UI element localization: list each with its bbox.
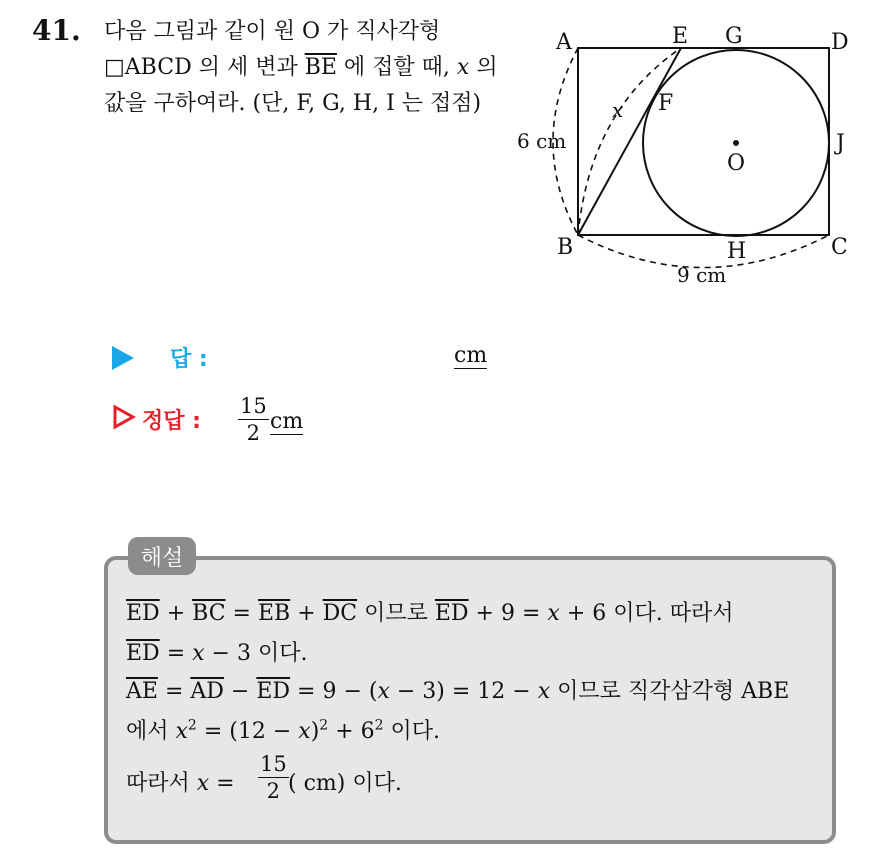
correct-unit: cm [270,409,304,434]
solution-line-5: 따라서 x = [126,771,235,796]
answer-unit: cm [454,343,488,368]
label-d: D [831,30,849,55]
answer-row [112,340,512,376]
label-f: F [658,91,674,116]
solution-line-2: $\overline{ED} = x - 3$ 이다. [126,641,308,666]
label-c: C [831,235,848,260]
label-a: A [556,30,572,55]
label-e: E [672,24,689,49]
label-x: x [612,98,624,122]
correct-fraction: $\frac{15}{2}$ [240,394,267,445]
segment-be: $\overline{BE}$ [304,55,337,80]
solution-line-5-tail: ( cm) 이다. [288,771,402,796]
solution-line-4: 에서 $x^2 = (12 - x)^2 + 6^2$ 이다. [126,717,441,744]
label-b: B [557,235,574,260]
label-o: O [727,151,746,176]
correct-answer-row [112,392,412,456]
outline-triangle-icon [112,404,136,430]
solution-line-1: $\overline{ED} + \overline{BC} = \overline{EB} + \overline{DC}$ 이므로 $\overline{ED} + 9 = x + 6$ 이다. 따라서 [126,601,734,626]
label-9cm: 9 cm [677,263,727,287]
solution-line-3: $\overline{AE} = \overline{AD} - \overline{ED} = 9 - (x - 3) = 12 - x$ 이므로 직각삼각형 ABE [126,679,790,704]
rectangle-abcd [578,48,829,235]
solution-fraction: $\frac{15}{2}$ [260,752,287,803]
label-g: G [725,24,743,49]
geometry-figure [505,18,865,298]
solution-tag: 해설 [128,537,196,575]
label-6cm: 6 cm [517,129,567,153]
label-j: J [836,131,845,156]
question-text: 다음 그림과 같이 원 O 가 직사각형 □ABCD 의 세 변과 $\overline{BE}$ 에 접할 때, x 의 값을 구하여라. (단, F, G, H, I 는 접점) [104,19,498,116]
center-point [733,140,739,146]
answer-label: 답 : [170,347,208,372]
correct-label: 정답 : [142,409,201,434]
segment-be-line [578,48,681,235]
play-triangle-icon [112,346,134,370]
question-number: 41. [32,14,81,47]
label-h: H [727,239,747,264]
